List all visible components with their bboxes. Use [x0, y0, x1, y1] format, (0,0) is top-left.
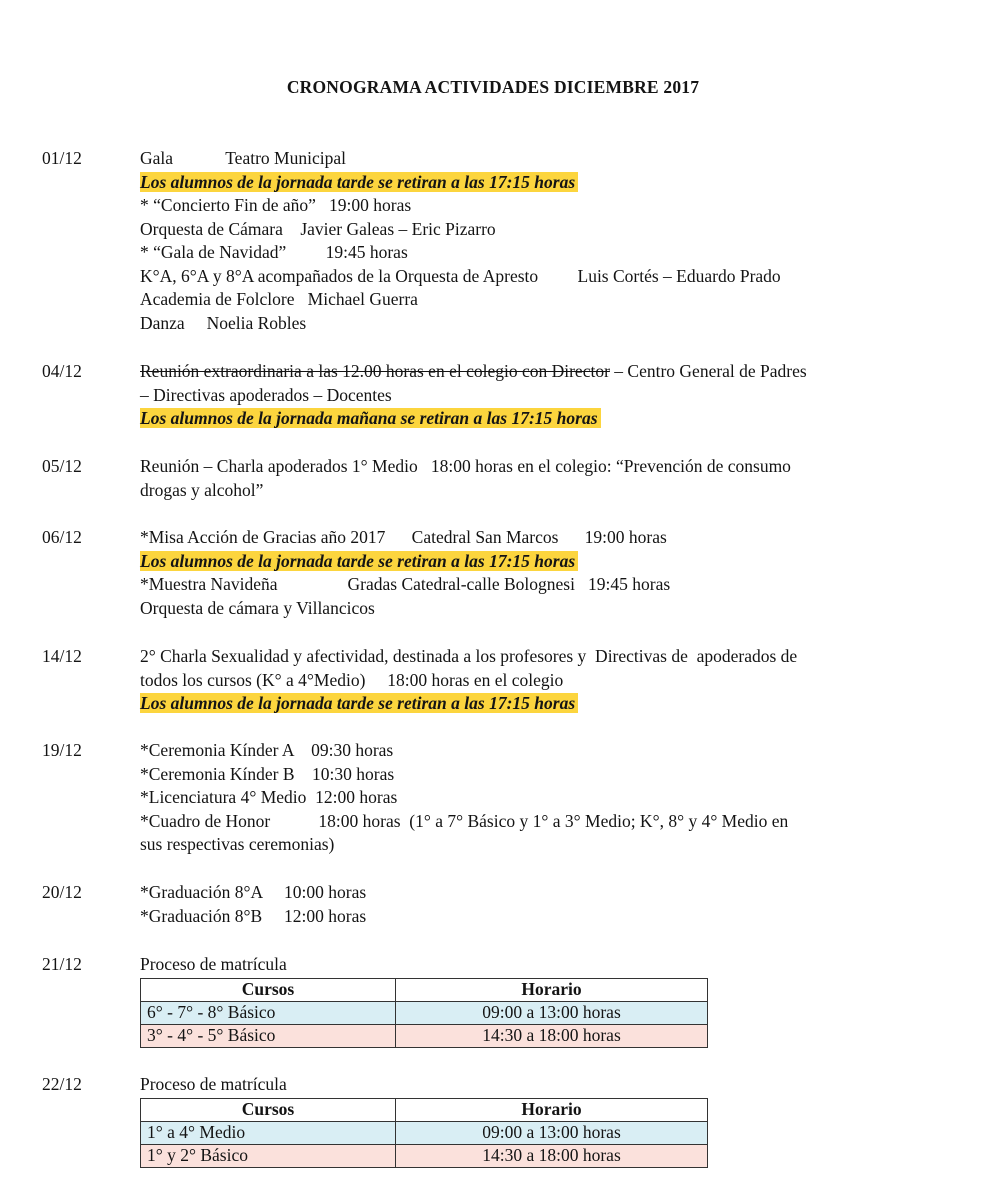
entry-date: 19/12	[42, 740, 82, 760]
entry-line: K°A, 6°A y 8°A acompañados de la Orquesta de Apresto Luis Cortés – Eduardo Prado	[140, 265, 781, 286]
highlight-notice: Los alumnos de la jornada tarde se retiran a las 17:15 horas	[140, 172, 578, 192]
table-row	[141, 1144, 708, 1167]
entry-body	[140, 881, 927, 928]
entry-body	[140, 147, 927, 335]
entry-line	[140, 360, 927, 384]
table-cell: 1° y 2° Básico	[141, 1144, 396, 1167]
table-row	[141, 1121, 708, 1144]
enrollment-table	[140, 1098, 708, 1168]
table-cell: 6° - 7° - 8° Básico	[141, 1001, 396, 1024]
highlight-notice: Los alumnos de la jornada tarde se retiran a las 17:15 horas	[140, 551, 578, 571]
table-header-row	[141, 1098, 708, 1121]
entry-line: Reunión – Charla apoderados 1° Medio 18:00 horas en el colegio: “Prevención de consumo	[140, 456, 791, 476]
entry-line: * “Concierto Fin de año” 19:00 horas	[140, 195, 412, 215]
entry-line: Orquesta de Cámara Javier Galeas – Eric Pizarro	[140, 218, 496, 239]
highlight-notice: Los alumnos de la jornada mañana se retiran a las 17:15 horas	[140, 408, 601, 428]
entry-date: 04/12	[42, 361, 82, 381]
entry-line: *Cuadro de Honor 18:00 horas (1° a 7° Básico y 1° a 3° Medio; K°, 8° y 4° Medio en	[140, 810, 789, 831]
entry-line: Orquesta de cámara y Villancicos	[140, 597, 375, 618]
entry-line: *Muestra Navideña Gradas Catedral-calle Bolognesi 19:45 horas	[140, 574, 671, 594]
entry-line: drogas y alcohol”	[140, 479, 264, 500]
table-cell: 14:30 a 18:00 horas	[396, 1024, 708, 1047]
column-header: Cursos	[141, 1098, 396, 1121]
entry-date: 06/12	[42, 527, 82, 547]
table-cell: 1° a 4° Medio	[141, 1121, 396, 1144]
entry-line-tail: – Centro General de Padres	[609, 361, 807, 381]
entry-body	[140, 645, 927, 716]
table-caption: Proceso de matrícula	[140, 954, 287, 974]
column-header: Horario	[396, 978, 708, 1001]
entry-line: *Licenciatura 4° Medio 12:00 horas	[140, 787, 398, 807]
table-row	[141, 1001, 708, 1024]
entry-date: 20/12	[42, 882, 82, 902]
document-title: CRONOGRAMA ACTIVIDADES DICIEMBRE 2017	[286, 77, 700, 97]
struck-text: Reunión extraordinaria a las 12.00 horas en el colegio con Director	[140, 361, 610, 381]
entry-line: *Ceremonia Kínder A 09:30 horas	[140, 740, 394, 760]
entry-body	[140, 1073, 927, 1168]
entry-line: *Graduación 8°A 10:00 horas	[140, 882, 367, 902]
entry-line: Gala Teatro Municipal	[140, 148, 346, 168]
entry-date: 01/12	[42, 148, 82, 168]
entry-line: *Misa Acción de Gracias año 2017 Catedral San Marcos 19:00 horas	[140, 527, 667, 547]
highlight-notice: Los alumnos de la jornada tarde se retiran a las 17:15 horas	[140, 693, 578, 713]
entry-body	[140, 739, 927, 857]
column-header: Cursos	[141, 978, 396, 1001]
table-cell: 14:30 a 18:00 horas	[396, 1144, 708, 1167]
entry-line: 2° Charla Sexualidad y afectividad, destinada a los profesores y Directivas de apoderados de	[140, 646, 798, 666]
entry-body	[140, 455, 927, 502]
entry-body	[140, 953, 927, 1048]
entry-line: *Ceremonia Kínder B 10:30 horas	[140, 763, 395, 784]
table-header-row	[141, 978, 708, 1001]
entry-line: Danza Noelia Robles	[140, 312, 307, 333]
entry-date: 22/12	[42, 1074, 82, 1094]
table-cell: 3° - 4° - 5° Básico	[141, 1024, 396, 1047]
table-cell: 09:00 a 13:00 horas	[396, 1001, 708, 1024]
entry-line: – Directivas apoderados – Docentes	[140, 384, 392, 405]
entry-date: 21/12	[42, 954, 82, 974]
table-row	[141, 1024, 708, 1047]
entry-line: todos los cursos (K° a 4°Medio) 18:00 horas en el colegio	[140, 669, 564, 690]
entry-line: Academia de Folclore Michael Guerra	[140, 289, 418, 309]
column-header: Horario	[396, 1098, 708, 1121]
entry-body	[140, 526, 927, 620]
table-cell: 09:00 a 13:00 horas	[396, 1121, 708, 1144]
enrollment-table	[140, 978, 708, 1048]
entry-line: sus respectivas ceremonias)	[140, 834, 335, 854]
table-caption: Proceso de matrícula	[140, 1074, 287, 1094]
entry-line: *Graduación 8°B 12:00 horas	[140, 905, 367, 926]
entry-body	[140, 360, 927, 431]
entry-date: 05/12	[42, 456, 82, 476]
entry-line: * “Gala de Navidad” 19:45 horas	[140, 242, 408, 262]
entry-date: 14/12	[42, 646, 82, 666]
